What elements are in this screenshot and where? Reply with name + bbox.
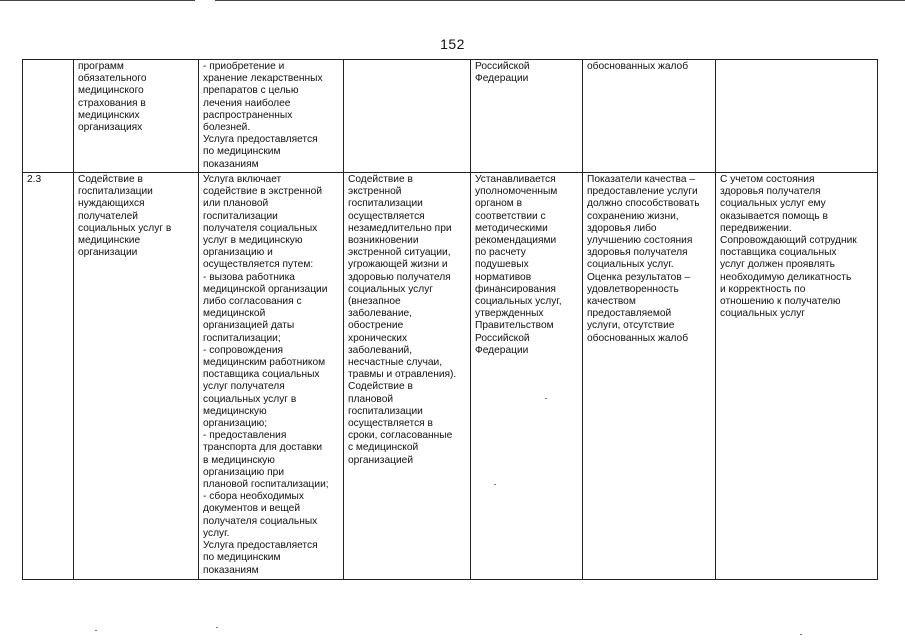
cell-per-capita-norms: Российской Федерации xyxy=(471,60,583,173)
cell-quality-indicators: обоснованных жалоб xyxy=(583,60,716,173)
cell-service-terms xyxy=(344,60,471,173)
cell-provision-conditions xyxy=(716,60,878,173)
page-number: 152 xyxy=(440,36,465,52)
services-table xyxy=(22,59,878,580)
scan-speck xyxy=(545,398,547,399)
cell-service-content: Услуга включает содействие в экстренной или плановой госпитализации получателя социальных услуг в медицинскую организацию и осуществляется путем: - вызова работника медицинской организации либо согласования с медицинской организацией даты госпитализации; - сопровождения медицинским работником поставщика социальных услуг получателя социальных услуг в медицинскую организацию; - предоставления транспорта для доставки в медицинскую организацию при плановой госпитализации; - сбора необходимых документов и вещей получателя социальных услуг. Услуга предоставляется по медицинским показаниям xyxy=(199,173,344,580)
cell-quality-indicators: Показатели качества – предоставление услуги должно способствовать сохранению жизни, здоровья либо улучшению состояния здоровья получателя социальных услуг. Оценка результатов – удовлетворенность качеством предоставляемой услуги, отсутствие обоснованных жалоб xyxy=(583,173,716,580)
scan-top-rule-left xyxy=(0,0,195,1)
cell-service-name: программ обязательного медицинского страхования в медицинских организациях xyxy=(74,60,199,173)
cell-per-capita-norms: Устанавливается уполномоченным органом в соответствии с методическими рекомендациями по расчету подушевых нормативов финансирования социальных услуг, утвержденных Правительством Российской Федерации xyxy=(471,173,583,580)
cell-service-terms: Содействие в экстренной госпитализации осуществляется незамедлительно при возникновении экстренной ситуации, угрожающей жизни и здоровью получателя социальных услуг (внезапное заболевание, обострение хронических заболеваний, несчастные случаи, травмы и отравления). Содействие в плановой госпитализации осуществляется в сроки, согласованные с медицинской организацией xyxy=(344,173,471,580)
cell-provision-conditions: С учетом состояния здоровья получателя социальных услуг ему оказывается помощь в передвижении. Сопровождающий сотрудник поставщика социальных услуг должен проявлять необходимую деликатность и корректность по отношению к получателю социальных услуг xyxy=(716,173,878,580)
scan-speck xyxy=(494,484,496,485)
table-row xyxy=(23,173,878,580)
cell-service-content: - приобретение и хранение лекарственных препаратов с целью лечения наиболее распространенных болезней. Услуга предоставляется по медицинским показаниям xyxy=(199,60,344,173)
scan-speck xyxy=(216,627,218,628)
table-row xyxy=(23,60,878,173)
cell-number xyxy=(23,60,74,173)
scan-top-rule-right xyxy=(215,0,905,1)
cell-number: 2.3 xyxy=(23,173,74,580)
scan-speck xyxy=(800,634,802,635)
cell-service-name: Содействие в госпитализации нуждающихся получателей социальных услуг в медицинские организации xyxy=(74,173,199,580)
scan-speck xyxy=(95,630,97,631)
